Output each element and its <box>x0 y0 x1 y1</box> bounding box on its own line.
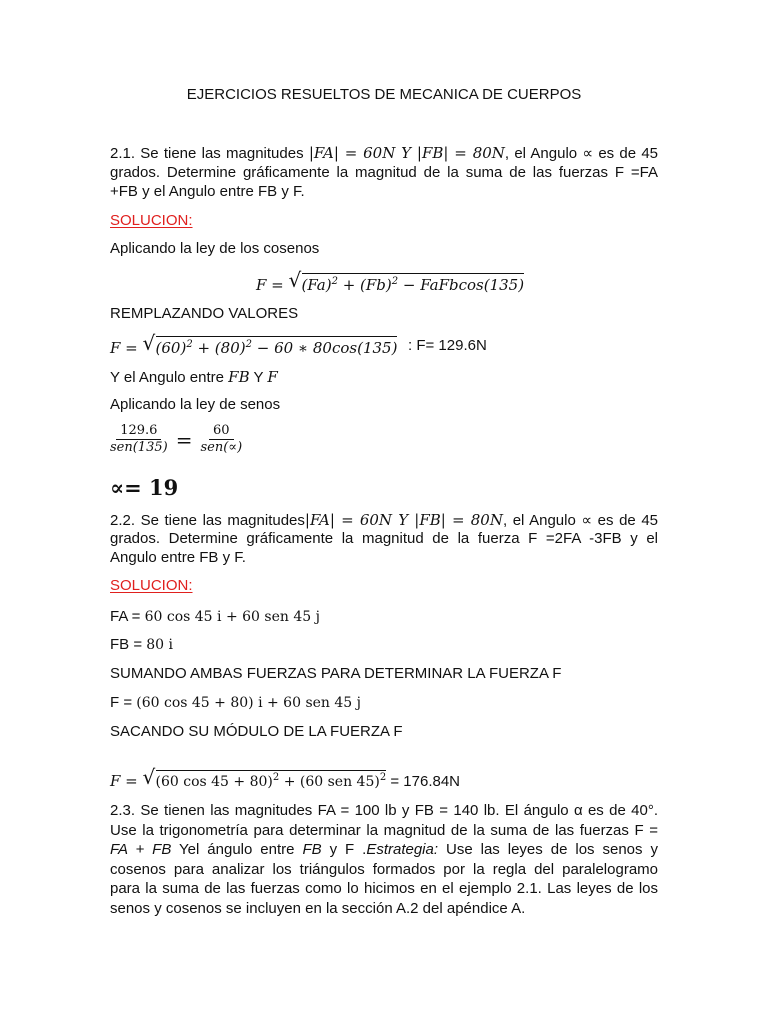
problem-2-3-line-4: cosenos para analizar los triángulos formados por la regla del paralelogramo <box>110 861 658 878</box>
eq3-term-2: + (60 sen 45) <box>279 774 380 790</box>
fb-label: FB = <box>110 636 147 653</box>
frac1-denominator: sen(135) <box>110 440 168 455</box>
fraction-right <box>196 423 246 456</box>
fa-vector <box>110 607 320 627</box>
sine-law-equation <box>106 423 246 456</box>
angulo-f: F <box>267 368 278 386</box>
problem-2-3-line-2: Use la trigonometría para determinar la magnitud de la suma de las fuerzas F = <box>110 822 658 839</box>
f-vector <box>110 693 361 713</box>
problem-2-3-line-6: senos y cosenos se incluyen en la sección A.2 del apéndice A. <box>110 900 526 917</box>
eq1-term-2: + (Fb) <box>337 276 392 294</box>
eq2-radicand <box>156 336 398 358</box>
angulo-fb: FB <box>228 368 250 386</box>
p2-text-b: , el Angulo ∝ es de 45 <box>502 512 659 529</box>
module-result: = 176.84N <box>386 773 461 790</box>
fb-vector <box>110 635 173 655</box>
eq2-term-2: + (80) <box>192 339 246 357</box>
frac2-denominator: sen(∝) <box>200 440 243 455</box>
angulo-text: Y el Angulo entre <box>110 369 229 386</box>
p3-text-f: Use las leyes de los senos y <box>438 841 658 858</box>
eq3-lhs: F = <box>110 772 143 790</box>
module-formula <box>110 765 461 792</box>
page-title: EJERCICIOS RESUELTOS DE MECANICA DE CUERPOS <box>186 86 582 103</box>
eq2-term-1: (60) <box>155 339 187 357</box>
substituted-formula <box>110 331 398 358</box>
p1-text-b: , el Angulo ∝ es de 45 <box>504 145 659 162</box>
eq1-lhs: F = <box>256 276 289 294</box>
p1-magnitudes: |FA| = 60N Y |FB| = 80N <box>308 144 505 162</box>
eq2-lhs: F = <box>110 339 143 357</box>
eq2-sqrt <box>142 331 398 358</box>
f-expression: (60 cos 45 + 80) i + 60 sen 45 j <box>136 695 361 711</box>
eq1-term-1: (Fa) <box>301 276 332 294</box>
sumando-label: SUMANDO AMBAS FUERZAS PARA DETERMINAR LA FUERZA F <box>110 665 562 682</box>
problem-2-1-line-3: +FB y el Angulo entre FB y F. <box>110 183 305 200</box>
eq1-sqrt <box>288 268 525 295</box>
p2-text-a: 2.2. Se tiene las magnitudes <box>110 512 305 529</box>
eq1-term-3: − FaFbcos(135) <box>398 276 525 294</box>
solucion-heading-1: SOLUCION: <box>110 212 193 229</box>
radical-sign: √ <box>142 331 156 355</box>
problem-2-2-line-3: Angulo entre FB y F. <box>110 549 246 566</box>
p3-fb: FB <box>302 841 322 858</box>
radical-sign: √ <box>288 268 302 292</box>
eq3-sqrt <box>142 765 387 792</box>
problem-2-1-line-1 <box>110 143 658 164</box>
p2-magnitudes: |FA| = 60N Y |FB| = 80N <box>304 511 503 529</box>
eq3-radicand <box>156 770 387 792</box>
p3-text-b: Yel ángulo entre <box>171 841 303 858</box>
remplazando-label: REMPLAZANDO VALORES <box>110 305 299 322</box>
f-result: : F= 129.6N <box>408 337 487 354</box>
alpha-result: ∝= 19 <box>110 475 179 500</box>
cosenos-label: Aplicando la ley de los cosenos <box>110 240 320 257</box>
solucion-heading-2: SOLUCION: <box>110 577 193 594</box>
exp: 2 <box>379 772 387 783</box>
exp: 2 <box>272 772 280 783</box>
problem-2-3-line-1: 2.3. Se tienen las magnitudes FA = 100 lb y FB = 140 lb. El ángulo α es de 40°. <box>110 802 658 819</box>
eq2-term-3: − 60 ∗ 80cos(135) <box>251 339 398 357</box>
problem-2-1-line-2: grados. Determine gráficamente la magnitud de la suma de las fuerzas F =FA <box>110 164 658 181</box>
p3-text-d: y F . <box>321 841 367 858</box>
exp: 2 <box>245 339 252 350</box>
p3-fa-fb: FA + FB <box>110 841 172 858</box>
p1-text-a: 2.1. Se tiene las magnitudes <box>110 145 309 162</box>
angulo-y: Y <box>249 369 268 386</box>
fraction-left <box>106 423 172 456</box>
p3-estrategia: Estrategia: <box>366 841 439 858</box>
equals-sign: = <box>175 427 193 452</box>
problem-2-2-line-2: grados. Determine gráficamente la magnitud de la fuerza F =2FA -3FB y el <box>110 530 658 547</box>
senos-label: Aplicando la ley de senos <box>110 396 281 413</box>
f-label: F = <box>110 694 137 711</box>
fa-label: FA = <box>110 608 145 625</box>
exp: 2 <box>331 276 338 287</box>
fa-expression: 60 cos 45 i + 60 sen 45 j <box>144 609 320 625</box>
problem-2-3-line-3 <box>110 840 658 860</box>
frac1-numerator: 129.6 <box>116 423 161 440</box>
sacando-label: SACANDO SU MÓDULO DE LA FUERZA F <box>110 723 403 740</box>
eq1-radicand <box>302 273 525 295</box>
cosine-formula <box>256 268 525 295</box>
frac2-numerator: 60 <box>209 423 234 440</box>
problem-2-3-line-5: para la suma de las fuerzas como lo hicimos en el ejemplo 2.1. Las leyes de los <box>110 880 658 897</box>
exp: 2 <box>391 276 399 287</box>
eq3-term-1: (60 cos 45 + 80) <box>155 774 273 790</box>
radical-sign: √ <box>142 765 156 789</box>
fb-expression: 80 i <box>146 637 174 653</box>
exp: 2 <box>186 339 193 350</box>
problem-2-2-line-1 <box>110 510 658 531</box>
angulo-line <box>110 367 278 388</box>
